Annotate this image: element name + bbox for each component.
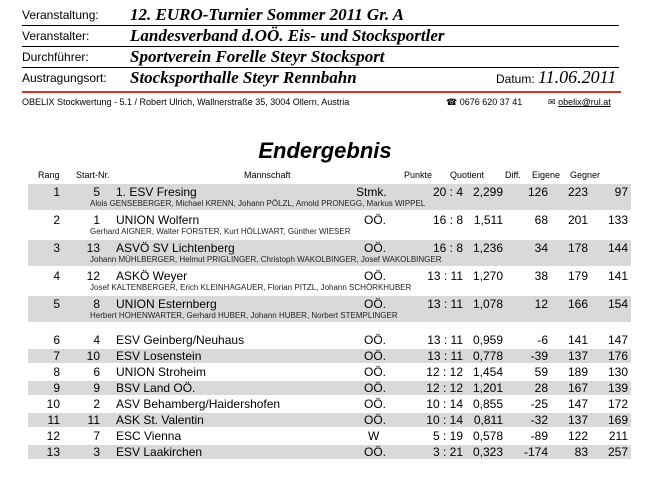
rang-cell: 3 <box>53 241 60 255</box>
col-header-team: Mannschaft <box>244 170 291 180</box>
eigene-cell: 201 <box>567 213 588 227</box>
page-title: Endergebnis <box>258 138 392 163</box>
table-row <box>28 397 631 411</box>
eigene-cell: 122 <box>567 429 588 443</box>
team-cell: UNION Wolfern <box>116 213 200 227</box>
col-header-start: Start-Nr. <box>76 170 110 180</box>
eigene-cell: 166 <box>567 297 588 311</box>
rang-cell: 4 <box>53 269 60 283</box>
region-cell: W <box>368 429 380 443</box>
field-value: Stocksporthalle Steyr Rennbahn <box>130 68 357 87</box>
punkte-cell: 10 : 14 <box>426 413 463 427</box>
table-row <box>28 365 631 379</box>
gegner-cell: 169 <box>607 413 628 427</box>
rang-cell: 6 <box>53 333 60 347</box>
table-row <box>28 445 631 459</box>
quotient-cell: 0,778 <box>472 349 503 363</box>
gegner-cell: 147 <box>607 333 628 347</box>
team-cell: UNION Stroheim <box>116 365 207 379</box>
gegner-cell: 144 <box>607 241 628 255</box>
diff-cell: 68 <box>534 213 548 227</box>
region-cell: OÖ. <box>364 297 387 311</box>
gegner-cell: 257 <box>607 445 628 459</box>
start-cell: 2 <box>93 397 100 411</box>
diff-cell: -89 <box>530 429 548 443</box>
region-cell: OÖ. <box>364 445 387 459</box>
diff-cell: -25 <box>530 397 548 411</box>
team-cell: UNION Esternberg <box>116 297 217 311</box>
punkte-cell: 3 : 21 <box>432 445 463 459</box>
red-divider <box>22 91 621 93</box>
table-row <box>28 333 631 347</box>
field-value: Landesverband d.OÖ. Eis- und Stocksportler <box>130 26 445 45</box>
contact-email[interactable] <box>548 97 611 108</box>
quotient-cell: 0,855 <box>472 397 503 411</box>
eigene-cell: 83 <box>574 445 588 459</box>
eigene-cell: 137 <box>567 349 588 363</box>
players-list: Johann MÜHLBERGER, Helmut PRIGLINGER, Christoph WAKOLBINGER, Josef WAKOLBINGER <box>90 255 442 264</box>
diff-cell: 12 <box>534 297 548 311</box>
mail-icon: ✉ <box>548 97 556 107</box>
phone-icon: ☎ <box>446 97 458 107</box>
quotient-cell: 1,236 <box>472 241 503 255</box>
datum-value: 11.06.2011 <box>538 67 617 87</box>
region-cell: OÖ. <box>364 413 387 427</box>
quotient-cell: 1,270 <box>472 269 503 283</box>
team-cell: ESV Geinberg/Neuhaus <box>116 333 245 347</box>
team-cell: ASVÖ SV Lichtenberg <box>116 241 235 255</box>
punkte-cell: 13 : 11 <box>427 297 463 311</box>
players-list: Herbert HOHENWARTER, Gerhard HUBER, Johann HUBER, Norbert STEMPLINGER <box>90 311 398 320</box>
col-header-gegner: Gegner <box>570 170 601 180</box>
start-cell: 13 <box>86 241 100 255</box>
eigene-cell: 178 <box>567 241 588 255</box>
eigene-cell: 141 <box>567 333 588 347</box>
quotient-cell: 0,811 <box>473 413 503 427</box>
start-cell: 1 <box>93 213 100 227</box>
phone-number: 0676 620 37 41 <box>459 97 523 107</box>
diff-cell: 126 <box>527 185 548 199</box>
quotient-cell: 2,299 <box>472 185 503 199</box>
start-cell: 7 <box>93 429 100 443</box>
col-header-rang: Rang <box>38 170 60 180</box>
table-row <box>28 413 631 427</box>
region-cell: OÖ. <box>364 365 387 379</box>
datum-label: Datum: <box>496 72 535 86</box>
table-row <box>28 240 631 266</box>
field-value: Sportverein Forelle Steyr Stocksport <box>130 47 385 66</box>
punkte-cell: 12 : 12 <box>426 365 463 379</box>
table-row <box>28 212 631 238</box>
diff-cell: 59 <box>534 365 548 379</box>
rang-cell: 1 <box>53 185 60 199</box>
region-cell: OÖ. <box>364 349 387 363</box>
players-list: Gerhard AIGNER, Walter FORSTER, Kurt HÖLLWART, Günther WIESER <box>90 227 351 236</box>
team-cell: BSV Land OÖ. <box>116 381 196 395</box>
rang-cell: 2 <box>53 213 60 227</box>
table-row <box>28 381 631 395</box>
punkte-cell: 5 : 19 <box>432 429 463 443</box>
field-label: Veranstaltung: <box>22 8 99 22</box>
diff-cell: 28 <box>534 381 548 395</box>
quotient-cell: 0,959 <box>472 333 503 347</box>
region-cell: OÖ. <box>364 333 387 347</box>
gegner-cell: 141 <box>607 269 628 283</box>
table-row <box>28 429 631 443</box>
team-cell: ASK St. Valentin <box>116 413 204 427</box>
diff-cell: -6 <box>537 333 548 347</box>
team-cell: ESV Losenstein <box>116 349 202 363</box>
gegner-cell: 172 <box>607 397 628 411</box>
field-label: Austragungsort: <box>22 71 107 85</box>
rang-cell: 8 <box>53 365 60 379</box>
start-cell: 8 <box>93 297 100 311</box>
start-cell: 10 <box>86 349 100 363</box>
quotient-cell: 0,323 <box>472 445 503 459</box>
eigene-cell: 147 <box>567 397 588 411</box>
gegner-cell: 154 <box>607 297 628 311</box>
diff-cell: -32 <box>530 413 548 427</box>
quotient-cell: 1,454 <box>472 365 503 379</box>
quotient-cell: 1,078 <box>472 297 503 311</box>
punkte-cell: 13 : 11 <box>427 349 463 363</box>
punkte-cell: 10 : 14 <box>426 397 463 411</box>
quotient-cell: 1,511 <box>473 213 503 227</box>
region-cell: OÖ. <box>364 397 387 411</box>
col-header-diff: Diff. <box>505 170 521 180</box>
punkte-cell: 12 : 12 <box>426 381 463 395</box>
punkte-cell: 16 : 8 <box>432 241 463 255</box>
start-cell: 11 <box>87 413 100 427</box>
table-row <box>28 349 631 363</box>
region-cell: OÖ. <box>364 269 387 283</box>
col-header-eigene: Eigene <box>532 170 561 180</box>
team-cell: 1. ESV Fresing <box>116 185 197 199</box>
quotient-cell: 0,578 <box>472 429 503 443</box>
start-cell: 3 <box>93 445 100 459</box>
rang-cell: 7 <box>53 349 60 363</box>
diff-cell: -174 <box>523 445 548 459</box>
start-cell: 12 <box>86 269 100 283</box>
players-list: Alois GENSEBERGER, Michael KRENN, Johann PÖLZL, Arnold PRONEGG, Markus WIPPEL <box>90 199 426 208</box>
eigene-cell: 167 <box>567 381 588 395</box>
field-label: Durchführer: <box>22 50 89 64</box>
header-row-durchfuehrer <box>0 47 650 68</box>
rang-cell: 12 <box>46 429 60 443</box>
contact-phone <box>446 97 522 108</box>
rang-cell: 5 <box>53 297 60 311</box>
gegner-cell: 130 <box>607 365 628 379</box>
gegner-cell: 211 <box>608 429 628 443</box>
quotient-cell: 1,201 <box>472 381 503 395</box>
gegner-cell: 139 <box>607 381 628 395</box>
header-row-veranstalter <box>0 26 650 47</box>
start-cell: 5 <box>93 185 100 199</box>
rang-cell: 11 <box>47 413 60 427</box>
region-cell: Stmk. <box>356 185 387 199</box>
start-cell: 9 <box>93 381 100 395</box>
contact-address: OBELIX Stockwertung - 5.1 / Robert Ulrich, Wallnerstraße 35, 3004 Ollern, Austria <box>22 97 350 107</box>
start-cell: 6 <box>93 365 100 379</box>
col-header-quotient: Quotient <box>450 170 485 180</box>
table-row <box>28 296 631 322</box>
team-cell: ASKÖ Weyer <box>116 269 188 283</box>
diff-cell: -39 <box>530 349 548 363</box>
field-value: 12. EURO-Turnier Sommer 2011 Gr. A <box>130 5 405 24</box>
col-header-punkte: Punkte <box>404 170 433 180</box>
start-cell: 4 <box>93 333 100 347</box>
eigene-cell: 223 <box>567 185 588 199</box>
punkte-cell: 13 : 11 <box>427 269 463 283</box>
eigene-cell: 137 <box>567 413 588 427</box>
gegner-cell: 133 <box>607 213 628 227</box>
punkte-cell: 20 : 4 <box>432 185 463 199</box>
team-cell: ESC Vienna <box>116 429 182 443</box>
table-row <box>28 268 631 294</box>
header-row-veranstaltung <box>0 5 650 26</box>
team-cell: ASV Behamberg/Haidershofen <box>116 397 281 411</box>
diff-cell: 38 <box>534 269 548 283</box>
diff-cell: 34 <box>534 241 548 255</box>
gegner-cell: 176 <box>607 349 628 363</box>
punkte-cell: 13 : 11 <box>427 333 463 347</box>
team-cell: ESV Laakirchen <box>116 445 203 459</box>
rang-cell: 9 <box>53 381 60 395</box>
region-cell: OÖ. <box>364 241 387 255</box>
table-row <box>28 184 631 210</box>
region-cell: OÖ. <box>364 381 387 395</box>
eigene-cell: 179 <box>567 269 588 283</box>
field-label: Veranstalter: <box>22 29 90 43</box>
punkte-cell: 16 : 8 <box>432 213 463 227</box>
eigene-cell: 189 <box>567 365 588 379</box>
rang-cell: 10 <box>46 397 60 411</box>
players-list: Josef KALTENBERGER, Erich KLEINHAGAUER, Florian PITZL, Johann SCHÖRKHUBER <box>90 283 412 292</box>
rang-cell: 13 <box>46 445 60 459</box>
region-cell: OÖ. <box>364 213 387 227</box>
email-link[interactable]: obelix@rul.at <box>558 97 611 107</box>
gegner-cell: 97 <box>614 185 628 199</box>
